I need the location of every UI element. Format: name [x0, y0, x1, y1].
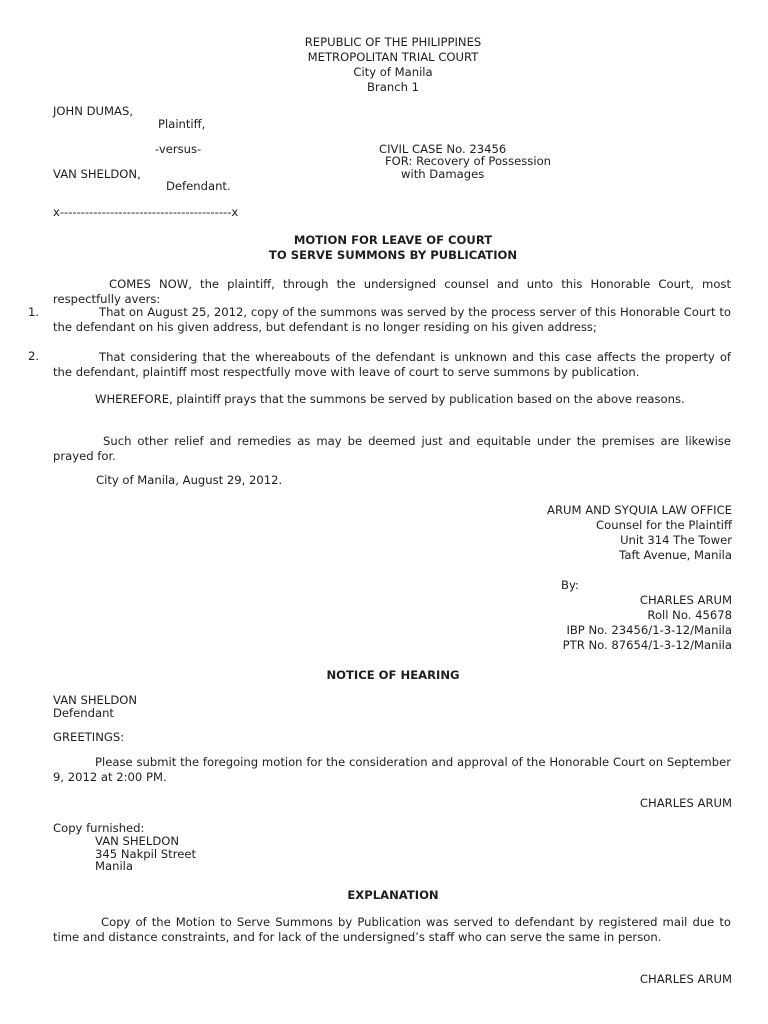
case-number: CIVIL CASE No. 23456 — [379, 142, 507, 156]
notice-addressee-role: Defendant — [53, 706, 114, 720]
plaintiff-name: JOHN DUMAS, — [53, 104, 134, 118]
defendant-role: Defendant. — [166, 179, 231, 193]
caption-divider: x-----------------------------------------x — [53, 205, 239, 219]
notice-signatory: CHARLES ARUM — [639, 796, 732, 810]
court-header-republic: REPUBLIC OF THE PHILIPPINES — [304, 35, 482, 49]
explanation-body: Copy of the Motion to Serve Summons by Publication was served to defendant by registered mail due to time and distance constraints, and for lack of the undersigned’s staff who can serve the same in person. — [53, 915, 731, 944]
item-2-number: 2. — [28, 349, 40, 363]
motion-intro: COMES NOW, the plaintiff, through the undersigned counsel and unto this Honorable Court, most respectfully avers: — [53, 277, 731, 306]
greetings: GREETINGS: — [53, 730, 125, 744]
counsel-address-1: Unit 314 The Tower — [620, 533, 732, 547]
copy-recipient-name: VAN SHELDON — [95, 834, 180, 848]
roll-number: Roll No. 45678 — [647, 608, 732, 622]
defendant-name: VAN SHELDON, — [53, 167, 141, 181]
law-office-name: ARUM AND SYQUIA LAW OFFICE — [547, 503, 732, 517]
notice-body: Please submit the foregoing motion for the consideration and approval of the Honorable Court on September 9, 2012 at 2:00 PM. — [53, 755, 731, 784]
plaintiff-role: Plaintiff, — [158, 117, 206, 131]
court-header-branch: Branch 1 — [367, 80, 419, 94]
notice-title: NOTICE OF HEARING — [326, 668, 460, 682]
court-header-court: METROPOLITAN TRIAL COURT — [307, 50, 479, 64]
counsel-role: Counsel for the Plaintiff — [596, 518, 732, 532]
counsel-name: CHARLES ARUM — [639, 593, 732, 607]
motion-title-line1: MOTION FOR LEAVE OF COURT — [293, 233, 493, 247]
item-1-text: That on August 25, 2012, copy of the summons was served by the process server of this Honorable Court to the defendant on his given address, but defendant is no longer residing on his given address; — [53, 305, 731, 334]
notice-addressee: VAN SHELDON — [53, 693, 138, 707]
ptr-number: PTR No. 87654/1-3-12/Manila — [562, 638, 732, 652]
place-and-date: City of Manila, August 29, 2012. — [96, 473, 283, 487]
item-2-text: That considering that the whereabouts of the defendant is unknown and this case affects the property of the defendant, plaintiff most respectfully move with leave of court to serve summons by publication. — [53, 350, 731, 379]
case-nature: FOR: Recovery of Possession — [385, 154, 552, 168]
copy-recipient-street: 345 Nakpil Street — [95, 847, 197, 861]
case-nature-cont: with Damages — [401, 167, 485, 181]
counsel-address-2: Taft Avenue, Manila — [619, 548, 732, 562]
court-header-city: City of Manila — [353, 65, 433, 79]
motion-title-line2: TO SERVE SUMMONS BY PUBLICATION — [268, 248, 518, 262]
by-label: By: — [561, 578, 579, 592]
copy-recipient-city: Manila — [95, 859, 134, 873]
explanation-title: EXPLANATION — [347, 888, 439, 902]
ibp-number: IBP No. 23456/1-3-12/Manila — [566, 623, 732, 637]
other-relief-paragraph: Such other relief and remedies as may be deemed just and equitable under the premises are likewise prayed for. — [53, 434, 731, 463]
item-1-number: 1. — [28, 305, 40, 319]
wherefore-paragraph: WHEREFORE, plaintiff prays that the summons be served by publication based on the above reasons. — [95, 392, 685, 406]
explanation-signatory: CHARLES ARUM — [639, 972, 732, 986]
copy-furnished-label: Copy furnished: — [53, 821, 145, 835]
versus-label: -versus- — [155, 142, 202, 156]
